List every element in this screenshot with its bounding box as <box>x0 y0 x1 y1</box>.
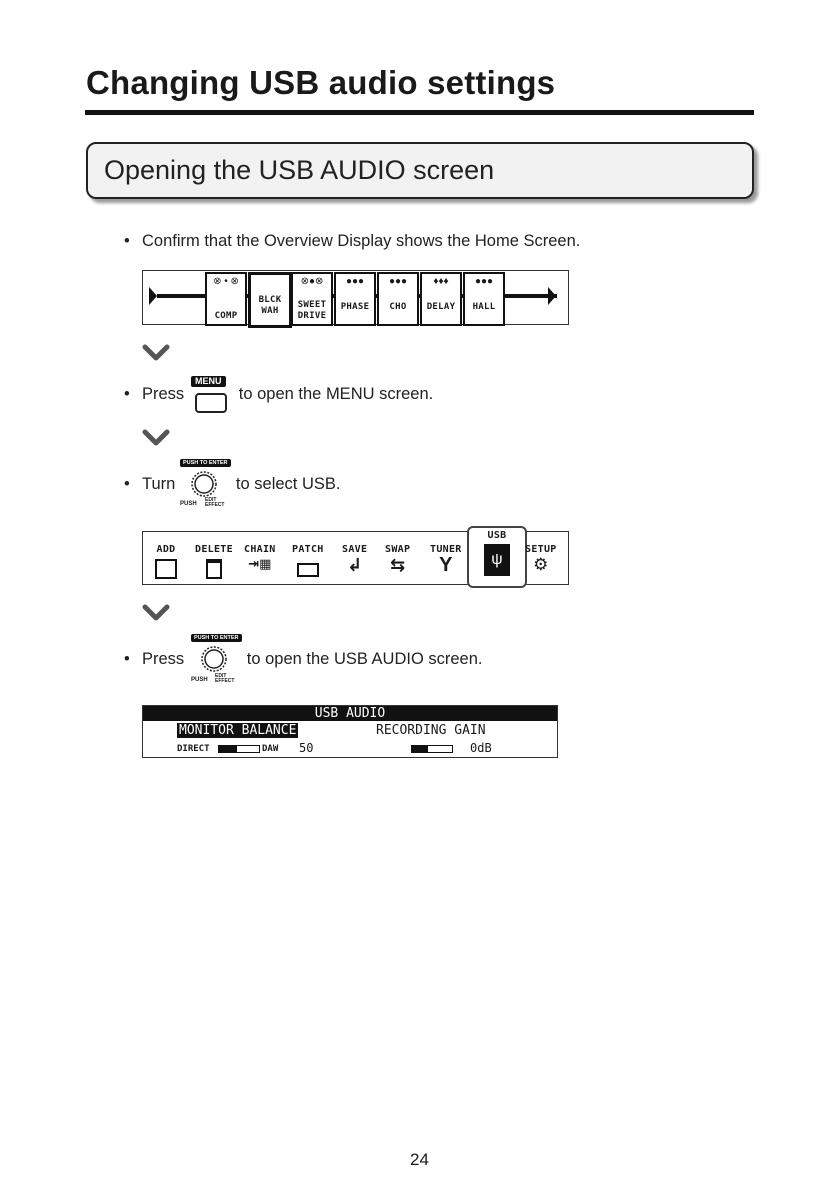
monitor-balance-bar <box>218 745 260 753</box>
monitor-balance-value: 50 <box>299 741 314 755</box>
knob-icons: ⊗●⊗ <box>300 276 324 287</box>
knob-effect-label: EFFECT <box>205 502 225 508</box>
effect-label-line2: DRIVE <box>297 311 327 321</box>
chevron-down-icon <box>141 428 171 448</box>
knob-edit-effect <box>215 674 234 684</box>
menu-item-label: DELETE <box>195 544 233 555</box>
menu-item-chain <box>244 544 276 573</box>
recording-gain-label: RECORDING GAIN <box>376 723 486 738</box>
bullet: • <box>124 650 130 668</box>
knob-icons: ●●● <box>388 276 408 287</box>
chevron-down-icon <box>141 343 171 363</box>
add-icon <box>155 559 177 579</box>
menu-item-label: CHAIN <box>244 544 276 555</box>
recording-gain-value: 0dB <box>470 741 492 755</box>
menu-item-delete <box>195 544 233 579</box>
menu-item-label: PATCH <box>292 544 324 555</box>
tuner-icon: Y <box>439 554 453 576</box>
input-arrow-icon <box>149 287 157 305</box>
effect-label-line2: WAH <box>261 306 279 316</box>
knob-push-label: PUSH <box>180 501 197 507</box>
menu-item-patch <box>292 544 324 577</box>
menu-button-icon <box>195 393 227 413</box>
effect-label: COMP <box>214 311 238 321</box>
menu-item-swap <box>385 544 410 575</box>
output-arrow-icon <box>548 287 556 305</box>
recording-gain-bar-fill <box>412 746 428 752</box>
step-4-prefix: Press <box>142 650 185 668</box>
effect-label: SWEET <box>297 300 327 310</box>
menu-item-label: USB <box>487 530 507 541</box>
effect-label: DELAY <box>426 302 456 312</box>
effect-block <box>377 272 419 326</box>
save-icon: ↲ <box>347 555 363 575</box>
effect-label: HALL <box>472 302 496 312</box>
usb-audio-header: USB AUDIO <box>143 706 557 721</box>
effect-block <box>291 272 333 326</box>
swap-icon: ⇆ <box>390 555 406 575</box>
knob-icons: ♦♦♦ <box>433 276 449 287</box>
bullet: • <box>124 232 130 250</box>
menu-item-label: SETUP <box>525 544 557 555</box>
recording-gain-bar <box>411 745 453 753</box>
trash-icon <box>206 559 222 579</box>
step-4-suffix: to open the USB AUDIO screen. <box>246 650 483 668</box>
effect-block <box>463 272 505 326</box>
step-2-prefix: Press <box>142 385 185 403</box>
page-title: Changing USB audio settings <box>86 64 556 101</box>
knob-edit-label: EDIT <box>215 673 227 679</box>
knob-icons: ●●● <box>474 276 494 287</box>
menu-item-label: SWAP <box>385 544 411 555</box>
knob-push-label: PUSH <box>191 677 208 683</box>
effect-label: CHO <box>389 302 407 312</box>
gear-icon: ⚙ <box>533 555 549 574</box>
knob-edit-label: EDIT <box>205 497 217 503</box>
chain-icon: ⇥▦ <box>248 556 272 571</box>
menu-item-setup <box>525 544 557 575</box>
chevron-down-icon <box>141 603 171 623</box>
patch-icon <box>297 563 319 577</box>
home-screen-display <box>142 270 569 325</box>
step-1-text: Confirm that the Overview Display shows the Home Screen. <box>142 232 581 250</box>
daw-label: DAW <box>262 744 279 754</box>
knob-edit-effect <box>205 498 224 508</box>
effect-block <box>205 272 247 326</box>
monitor-balance-label: MONITOR BALANCE <box>179 723 297 738</box>
menu-button-label: MENU <box>191 376 226 387</box>
step-4 <box>124 650 483 669</box>
usb-audio-screen-display <box>142 705 558 758</box>
effect-block <box>248 272 292 328</box>
effect-label: BLCK <box>258 295 282 305</box>
step-3 <box>124 475 340 494</box>
section-header <box>86 142 754 199</box>
effect-block <box>420 272 462 326</box>
step-3-prefix: Turn <box>142 475 176 493</box>
knob-effect-label: EFFECT <box>215 678 235 684</box>
knob-top-label: PUSH TO ENTER <box>180 459 231 467</box>
page-number: 24 <box>410 1150 429 1169</box>
monitor-balance-bar-fill <box>219 746 237 752</box>
step-2 <box>124 385 433 404</box>
menu-item-add <box>155 544 177 579</box>
effect-block <box>334 272 376 326</box>
bullet: • <box>124 385 130 403</box>
direct-label: DIRECT <box>177 744 210 754</box>
knob-icons: ●●● <box>345 276 365 287</box>
knob-top-label: PUSH TO ENTER <box>191 634 242 642</box>
menu-item-usb-selected <box>467 526 527 588</box>
menu-item-save <box>342 544 367 575</box>
step-1 <box>124 232 580 251</box>
knob-icons: ⊗ • ⊗ <box>213 276 239 287</box>
section-title: Opening the USB AUDIO screen <box>104 155 495 185</box>
step-3-suffix: to select USB. <box>235 475 341 493</box>
menu-item-label: SAVE <box>342 544 368 555</box>
menu-item-label: TUNER <box>430 544 462 555</box>
step-2-suffix: to open the MENU screen. <box>238 385 434 403</box>
knob-icon <box>189 469 219 499</box>
menu-item-label: ADD <box>156 544 176 555</box>
usb-icon: ψ <box>484 544 510 576</box>
bullet: • <box>124 475 130 493</box>
menu-item-tuner <box>430 544 462 575</box>
title-rule <box>85 110 754 115</box>
menu-screen-display <box>142 531 569 585</box>
knob-icon <box>199 644 229 674</box>
effect-label: PHASE <box>340 302 370 312</box>
